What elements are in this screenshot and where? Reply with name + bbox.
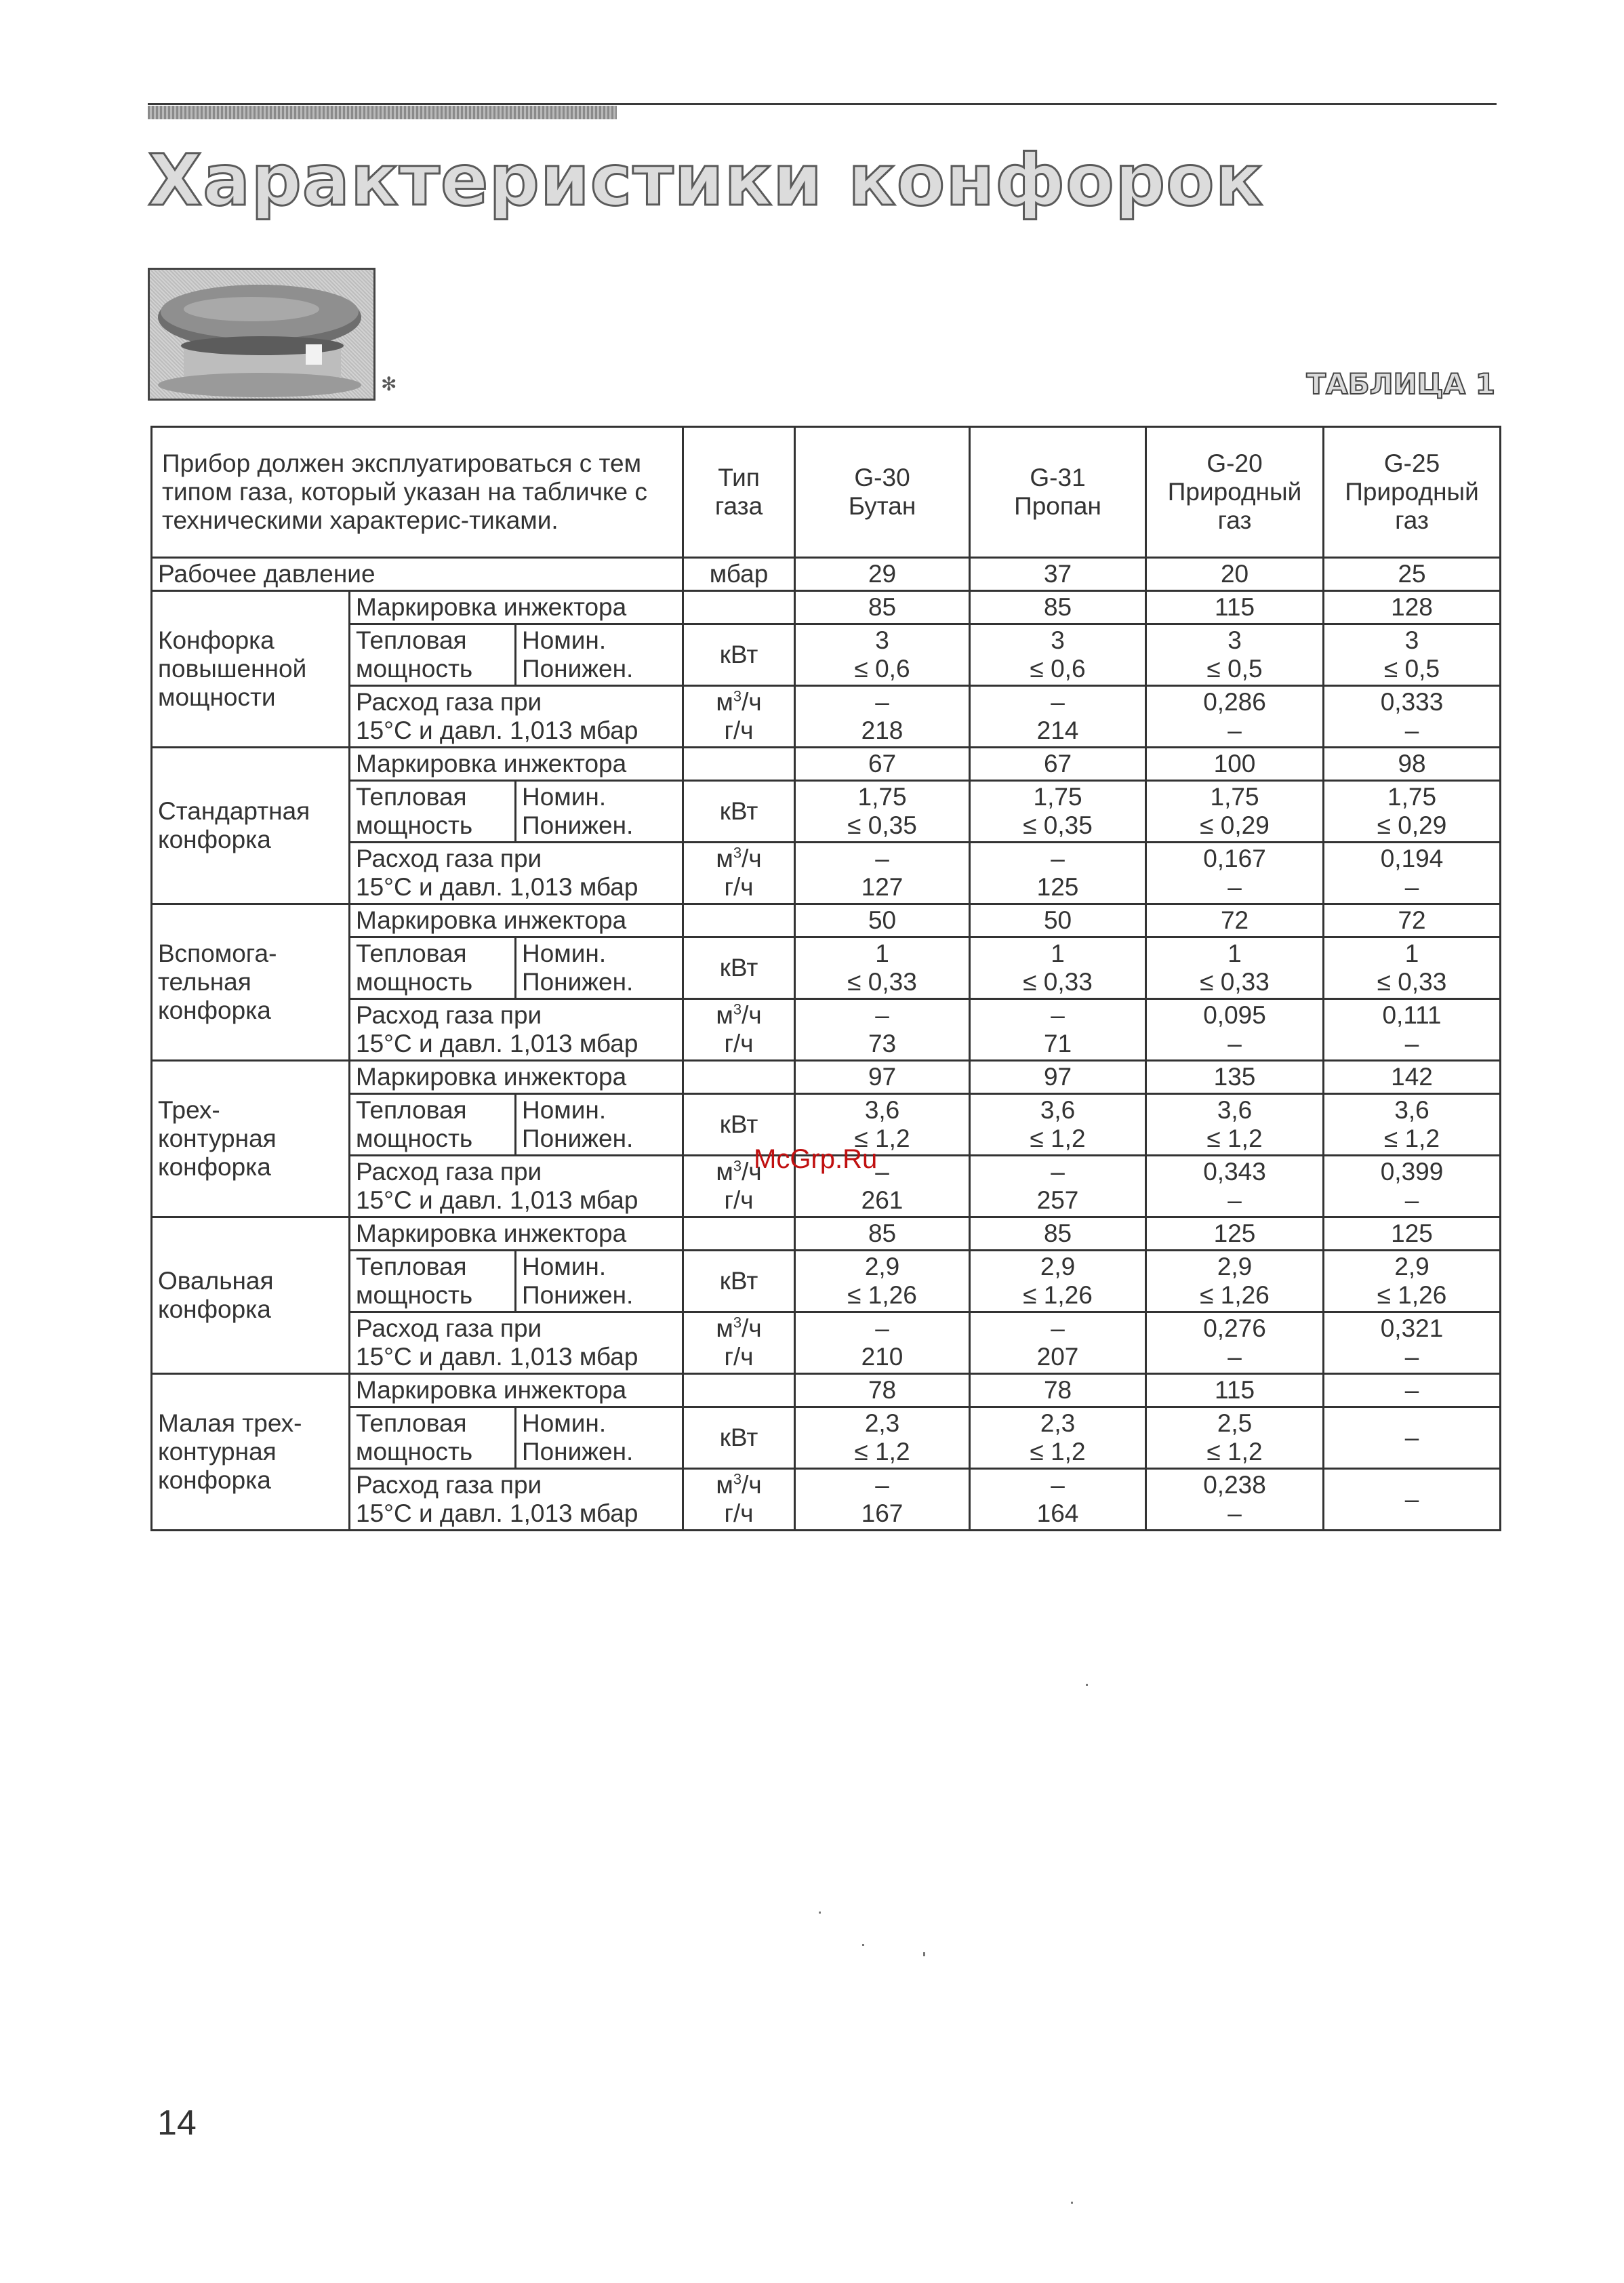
- marking-row: [152, 1374, 1501, 1407]
- scan-speck: [1071, 2202, 1073, 2204]
- injector-marking: –: [1324, 1374, 1501, 1407]
- pressure-value: 37: [970, 558, 1146, 591]
- scan-speck: [862, 1944, 864, 1946]
- power-value: 3,6 ≤ 1,2: [795, 1094, 970, 1156]
- pressure-row: [152, 558, 1501, 591]
- burner-name: Трех- контурная конфорка: [152, 1061, 350, 1217]
- page-title: Характеристики конфорок: [148, 139, 1264, 222]
- nominal-reduced-label: Номин. Понижен.: [516, 781, 683, 843]
- marking-row: [152, 1217, 1501, 1251]
- table-label: ТАБЛИЦА 1: [1306, 367, 1495, 401]
- injector-marking: 67: [970, 748, 1146, 781]
- gas-header-g25: G-25 Природный газ: [1324, 427, 1501, 558]
- thermal-power-label: Тепловая мощность: [350, 937, 516, 999]
- injector-marking: 142: [1324, 1061, 1501, 1094]
- pressure-value: 29: [795, 558, 970, 591]
- pressure-label: Рабочее давление: [152, 558, 683, 591]
- marking-row: [152, 591, 1501, 624]
- flow-value: 0,286 –: [1146, 686, 1324, 748]
- thermal-power-label: Тепловая мощность: [350, 1407, 516, 1469]
- marking-row: [152, 748, 1501, 781]
- injector-marking: 97: [970, 1061, 1146, 1094]
- injector-marking: 72: [1146, 904, 1324, 937]
- flow-value: 0,111 –: [1324, 999, 1501, 1061]
- power-row: [152, 1251, 1501, 1312]
- asterisk-mark: ✻: [381, 373, 397, 395]
- nominal-reduced-label: Номин. Понижен.: [516, 937, 683, 999]
- usage-note: Прибор должен эксплуатироваться с тем типом газа, который указан на табличке с техническими характерис-тиками.: [152, 427, 683, 558]
- thermal-power-label: Тепловая мощность: [350, 624, 516, 686]
- nominal-reduced-label: Номин. Понижен.: [516, 1251, 683, 1312]
- power-value: 1,75 ≤ 0,35: [795, 781, 970, 843]
- power-unit: кВт: [683, 1251, 795, 1312]
- power-value: 2,3 ≤ 1,2: [795, 1407, 970, 1469]
- injector-marking: 72: [1324, 904, 1501, 937]
- power-value: 2,5 ≤ 1,2: [1146, 1407, 1324, 1469]
- injector-marking: 115: [1146, 1374, 1324, 1407]
- flow-value: – 207: [970, 1312, 1146, 1374]
- flow-value: 0,343 –: [1146, 1156, 1324, 1217]
- burner-name: Малая трех- контурная конфорка: [152, 1374, 350, 1531]
- gas-type-header: Тип газа: [683, 427, 795, 558]
- flow-value: – 125: [970, 843, 1146, 904]
- injector-marking: 125: [1324, 1217, 1501, 1251]
- flow-value: 0,321 –: [1324, 1312, 1501, 1374]
- power-row: [152, 1407, 1501, 1469]
- power-row: [152, 937, 1501, 999]
- flow-value: – 261: [795, 1156, 970, 1217]
- empty-unit-cell: [683, 904, 795, 937]
- power-row: [152, 781, 1501, 843]
- flow-value: – 218: [795, 686, 970, 748]
- flow-row: [152, 686, 1501, 748]
- top-rule: [148, 103, 1497, 105]
- flow-value: – 164: [970, 1469, 1146, 1531]
- burner-name: Овальная конфорка: [152, 1217, 350, 1374]
- injector-marking: 125: [1146, 1217, 1324, 1251]
- injector-marking: 135: [1146, 1061, 1324, 1094]
- flow-value: – 214: [970, 686, 1146, 748]
- power-unit: кВт: [683, 624, 795, 686]
- power-value: 3 ≤ 0,6: [970, 624, 1146, 686]
- flow-value: – 210: [795, 1312, 970, 1374]
- thermal-power-label: Тепловая мощность: [350, 1251, 516, 1312]
- power-value: 1 ≤ 0,33: [795, 937, 970, 999]
- power-unit: кВт: [683, 937, 795, 999]
- scan-speck: [923, 1952, 925, 1956]
- burner-spec-table: [150, 426, 1501, 1531]
- thermal-power-label: Тепловая мощность: [350, 781, 516, 843]
- flow-row: [152, 1312, 1501, 1374]
- injector-marking: 50: [795, 904, 970, 937]
- burner-photo: [148, 268, 375, 401]
- nominal-reduced-label: Номин. Понижен.: [516, 1094, 683, 1156]
- injector-marking: 128: [1324, 591, 1501, 624]
- flow-value: 0,194 –: [1324, 843, 1501, 904]
- power-value: 2,9 ≤ 1,26: [970, 1251, 1146, 1312]
- flow-unit: $м^3/ч$ г/ч: [683, 843, 795, 904]
- power-value: 1,75 ≤ 0,29: [1324, 781, 1501, 843]
- burner-name: Вспомога- тельная конфорка: [152, 904, 350, 1061]
- injector-marking: 98: [1324, 748, 1501, 781]
- power-value: 2,3 ≤ 1,2: [970, 1407, 1146, 1469]
- power-value: 1 ≤ 0,33: [1146, 937, 1324, 999]
- injector-marking: 78: [970, 1374, 1146, 1407]
- gas-flow-label: Расход газа при 15°С и давл. 1,013 мбар: [350, 999, 683, 1061]
- injector-marking: 85: [970, 1217, 1146, 1251]
- empty-unit-cell: [683, 1061, 795, 1094]
- flow-value: 0,238 –: [1146, 1469, 1324, 1531]
- flow-row: [152, 843, 1501, 904]
- flow-value: 0,276 –: [1146, 1312, 1324, 1374]
- power-unit: кВт: [683, 781, 795, 843]
- scan-speck: [1086, 1684, 1088, 1686]
- pressure-value: 20: [1146, 558, 1324, 591]
- power-value: 1 ≤ 0,33: [970, 937, 1146, 999]
- gas-header-g30: G-30 Бутан: [795, 427, 970, 558]
- flow-value: – 167: [795, 1469, 970, 1531]
- empty-unit-cell: [683, 1374, 795, 1407]
- injector-marking: 85: [970, 591, 1146, 624]
- power-row: [152, 624, 1501, 686]
- flow-value: – 257: [970, 1156, 1146, 1217]
- injector-marking: 50: [970, 904, 1146, 937]
- flow-unit: $м^3/ч$ г/ч: [683, 686, 795, 748]
- power-value: 1,75 ≤ 0,29: [1146, 781, 1324, 843]
- top-rule-bar: [148, 106, 617, 119]
- power-unit: кВт: [683, 1094, 795, 1156]
- gas-flow-label: Расход газа при 15°С и давл. 1,013 мбар: [350, 1156, 683, 1217]
- power-value: 3 ≤ 0,5: [1324, 624, 1501, 686]
- injector-marking: 85: [795, 1217, 970, 1251]
- power-value: 2,9 ≤ 1,26: [1146, 1251, 1324, 1312]
- marking-label: Маркировка инжектора: [350, 904, 683, 937]
- power-value: 3,6 ≤ 1,2: [1146, 1094, 1324, 1156]
- flow-unit: $м^3/ч$ г/ч: [683, 1469, 795, 1531]
- flow-unit: $м^3/ч$ г/ч: [683, 999, 795, 1061]
- marking-row: [152, 904, 1501, 937]
- empty-unit-cell: [683, 1217, 795, 1251]
- thermal-power-label: Тепловая мощность: [350, 1094, 516, 1156]
- scan-speck: [819, 1912, 821, 1914]
- injector-marking: 67: [795, 748, 970, 781]
- power-value: –: [1324, 1407, 1501, 1469]
- page-number: 14: [157, 2103, 197, 2143]
- burner-name: Стандартная конфорка: [152, 748, 350, 904]
- power-value: 3,6 ≤ 1,2: [1324, 1094, 1501, 1156]
- power-value: 3,6 ≤ 1,2: [970, 1094, 1146, 1156]
- marking-label: Маркировка инжектора: [350, 591, 683, 624]
- flow-unit: $м^3/ч$ г/ч: [683, 1156, 795, 1217]
- empty-unit-cell: [683, 591, 795, 624]
- injector-marking: 85: [795, 591, 970, 624]
- flow-row: [152, 1469, 1501, 1531]
- gas-header-g20: G-20 Природный газ: [1146, 427, 1324, 558]
- marking-label: Маркировка инжектора: [350, 1061, 683, 1094]
- injector-marking: 78: [795, 1374, 970, 1407]
- gas-flow-label: Расход газа при 15°С и давл. 1,013 мбар: [350, 1469, 683, 1531]
- marking-label: Маркировка инжектора: [350, 748, 683, 781]
- flow-value: – 73: [795, 999, 970, 1061]
- gas-flow-label: Расход газа при 15°С и давл. 1,013 мбар: [350, 686, 683, 748]
- watermark: McGrp.Ru: [754, 1144, 878, 1174]
- power-unit: кВт: [683, 1407, 795, 1469]
- power-value: 1,75 ≤ 0,35: [970, 781, 1146, 843]
- injector-marking: 97: [795, 1061, 970, 1094]
- power-value: 3 ≤ 0,5: [1146, 624, 1324, 686]
- marking-row: [152, 1061, 1501, 1094]
- flow-row: [152, 999, 1501, 1061]
- power-value: 3 ≤ 0,6: [795, 624, 970, 686]
- gas-flow-label: Расход газа при 15°С и давл. 1,013 мбар: [350, 843, 683, 904]
- pressure-unit: мбар: [683, 558, 795, 591]
- flow-value: 0,095 –: [1146, 999, 1324, 1061]
- nominal-reduced-label: Номин. Понижен.: [516, 1407, 683, 1469]
- burner-name: Конфорка повышенной мощности: [152, 591, 350, 748]
- flow-value: – 127: [795, 843, 970, 904]
- empty-unit-cell: [683, 748, 795, 781]
- flow-value: 0,399 –: [1324, 1156, 1501, 1217]
- gas-flow-label: Расход газа при 15°С и давл. 1,013 мбар: [350, 1312, 683, 1374]
- marking-label: Маркировка инжектора: [350, 1374, 683, 1407]
- flow-value: – 71: [970, 999, 1146, 1061]
- power-value: 1 ≤ 0,33: [1324, 937, 1501, 999]
- power-value: 2,9 ≤ 1,26: [1324, 1251, 1501, 1312]
- power-value: 2,9 ≤ 1,26: [795, 1251, 970, 1312]
- header-row: [152, 427, 1501, 558]
- flow-value: 0,333 –: [1324, 686, 1501, 748]
- injector-marking: 115: [1146, 591, 1324, 624]
- pressure-value: 25: [1324, 558, 1501, 591]
- flow-unit: $м^3/ч$ г/ч: [683, 1312, 795, 1374]
- gas-header-g31: G-31 Пропан: [970, 427, 1146, 558]
- nominal-reduced-label: Номин. Понижен.: [516, 624, 683, 686]
- marking-label: Маркировка инжектора: [350, 1217, 683, 1251]
- flow-value: –: [1324, 1469, 1501, 1531]
- injector-marking: 100: [1146, 748, 1324, 781]
- flow-value: 0,167 –: [1146, 843, 1324, 904]
